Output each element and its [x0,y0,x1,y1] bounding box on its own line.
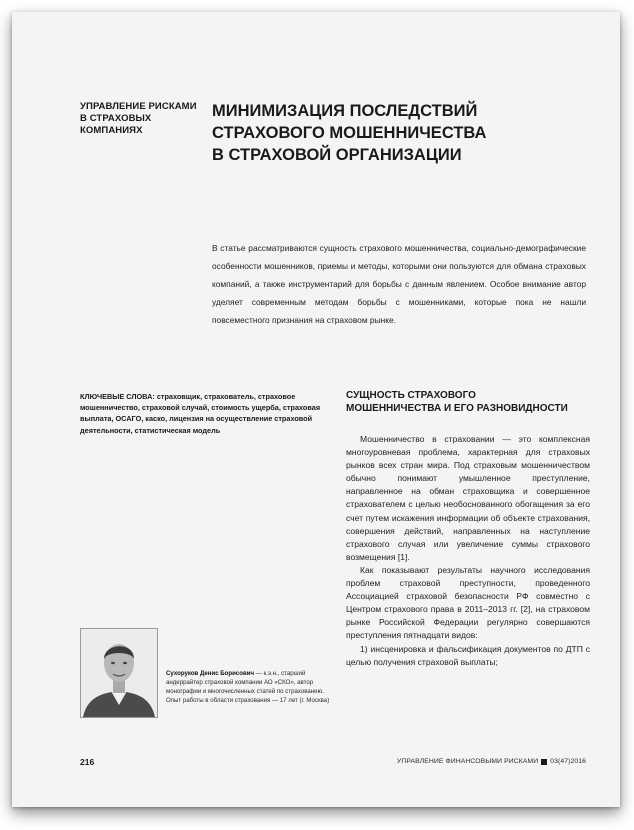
journal-issue: 03(47)2016 [550,758,586,765]
author-name: Сухоруков Денис Борисович [166,670,255,677]
author-portrait-icon [81,629,157,717]
journal-name: УПРАВЛЕНИЕ ФИНАНСОВЫМИ РИСКАМИ [396,758,539,765]
body-paragraph: 1) инсценировка и фальсификация документов по ДТП с целью получения страховой выплаты; [346,643,590,667]
section-heading: СУЩНОСТЬ СТРАХОВОГО МОШЕННИЧЕСТВА И ЕГО РАЗНОВИДНОСТИ [346,390,568,414]
keywords-text: страховщик, страхователь, страховое мошенничество, страховой случай, стоимость ущерба, страховая выплата, ОСАГО, каско, лицензия на осуществление страховой деятельности, статистическая модель [80,392,321,435]
author-photo [80,628,158,718]
author-info [166,669,334,705]
section-rubric: УПРАВЛЕНИЕ РИСКАМИ В СТРАХОВЫХ КОМПАНИЯХ [80,101,197,136]
article-abstract: В статье рассматриваются сущность страхового мошенничества, социально-демографические особенности мошенников, приемы и методы, которыми они пользуются для обмана страховых компаний, а также инструментарий для борьбы с данным явлением. Особое внимание автор уделяет современным методам борьбы с мошенниками, которые пока не нашли повсеместного признания на страховом рынке. [212,243,586,325]
journal-footer [397,758,586,765]
keywords-label: КЛЮЧЕВЫЕ СЛОВА: [80,392,155,401]
author-bio: — к.э.н., старший андеррайтер страховой компании АО «СКО», автор монографии и многочисленных статей по страхованию. Опыт работы в области страхования — 17 лет (г. Москва) [166,670,330,704]
article-title: МИНИМИЗАЦИЯ ПОСЛЕДСТВИЙ СТРАХОВОГО МОШЕННИЧЕСТВА В СТРАХОВОЙ ОРГАНИЗАЦИИ [212,102,487,164]
square-separator-icon [541,759,547,765]
body-paragraph: Мошенничество в страховании — это комплексная многоуровневая проблема, характерная для страховых рынков всех стран мира. Под страховым мошенничеством обычно понимают умышленное преступление, направленное на обман страховщика и совершенное страхователем с целью необоснованного обогащения за его счет путем искажения информации об объекте страхования, совершения действий, направленных на наступление страхового случая или увеличение суммы страхового возмещения [1]. [346,434,590,562]
page-number: 216 [80,757,95,767]
article-body [346,433,590,669]
body-paragraph: Как показывают результаты научного исследования проблем страховой преступности, проведенного Ассоциацией страховой безопасности РФ совместно с Центром страхового права в 2011–2013 гг. [2], на страховом рынке Российской Федерации регулярно совершаются преступления пятнадцати видов: [346,564,590,641]
keywords-block [80,391,330,436]
magazine-page [12,12,620,807]
